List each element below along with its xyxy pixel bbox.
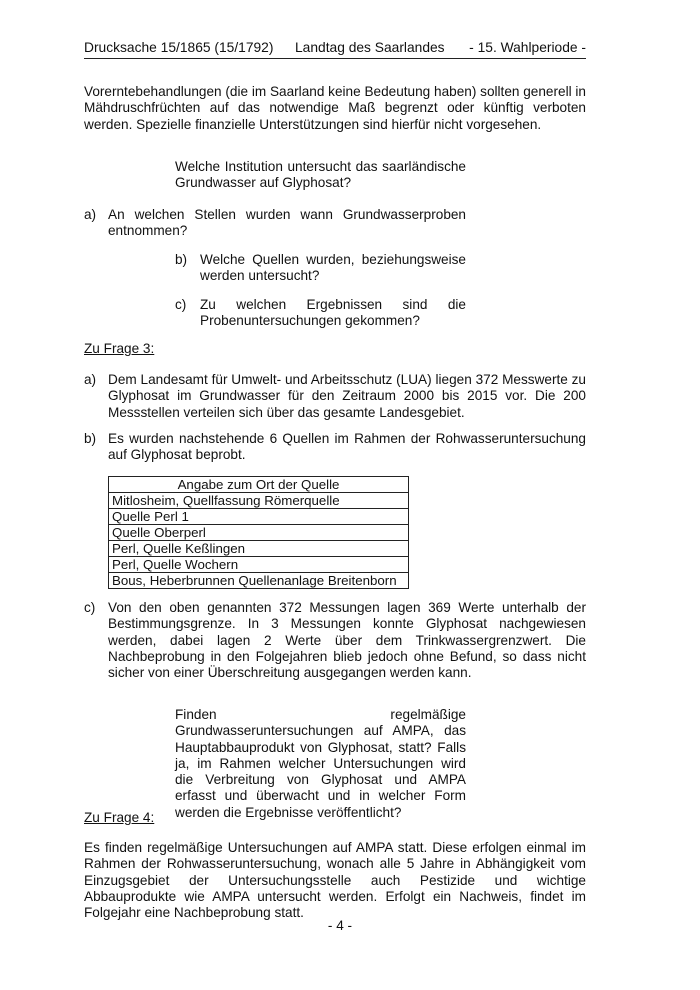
question3-b xyxy=(175,252,466,286)
table-row xyxy=(109,509,409,525)
question4-text: Finden regelmäßige Grundwasseruntersuchungen auf AMPA, das Hauptabbauprodukt von Glyphosat, statt? Falls ja, im Rahmen welcher Untersuchungen wird die Verbreitung von Glyphosat und AMPA erfasst und überwacht und in welcher Form werden die Ergebnisse veröffentlicht? xyxy=(175,707,466,820)
answer4-heading: Zu Frage 4: xyxy=(84,810,155,825)
question3-a xyxy=(84,207,466,241)
answer3-c-text: Von den oben genannten 372 Messungen lagen 369 Werte unterhalb der Bestimmungsgrenze. In 3 Messungen konnte Glyphosat nachgewiesen werden, dabei lagen 2 Werte über dem Trinkwassergrenzwert. Die Nachbeprobung in den Folgejahren blieb jedoch ohne Befund, so dass nicht sicher von einer Überschreitung ausgegangen werden kann. xyxy=(108,600,586,681)
answer3-c xyxy=(84,600,586,682)
table-cell: Quelle Oberperl xyxy=(109,525,409,541)
answer3-b-label: b) xyxy=(84,431,97,446)
answer3-c-label: c) xyxy=(84,600,96,615)
table-row xyxy=(109,493,409,509)
answer3-a-text: Dem Landesamt für Umwelt- und Arbeitsschutz (LUA) liegen 372 Messwerte zu Glyphosat im Grundwasser für den Zeitraum 2000 bis 2015 vor. Die 200 Messstellen verteilen sich über das gesamte Landesgebiet. xyxy=(108,372,586,420)
question3-b-label: b) xyxy=(175,252,188,267)
header-document-number: Drucksache 15/1865 (15/1792) xyxy=(84,40,274,55)
answer3-b xyxy=(84,431,586,465)
table-header-row xyxy=(109,477,409,493)
intro-paragraph: Vorerntebehandlungen (die im Saarland keine Bedeutung haben) sollten generell in Mähdruschfrüchten auf das notwendige Maß begrenzt oder künftig verboten werden. Spezielle finanzielle Unterstützungen sind hierfür nicht vorgesehen. xyxy=(84,84,586,132)
table-row xyxy=(109,573,409,589)
header-rule xyxy=(84,58,586,59)
question3-c-text: Zu welchen Ergebnissen sind die Probenuntersuchungen gekommen? xyxy=(200,297,466,329)
page-header xyxy=(84,40,586,58)
answer4-text: Es finden regelmäßige Untersuchungen auf AMPA statt. Diese erfolgen einmal im Rahmen der Rohwasseruntersuchung, wonach alle 5 Jahre in Abhängigkeit vom Einzugsgebiet der Untersuchungsstelle auch Pestizide und wichtige Abbauprodukte wie AMPA untersucht werden. Erfolgt ein Nachweis, findet im Folgejahr eine Nachbeprobung statt. xyxy=(84,840,586,921)
table-row xyxy=(109,525,409,541)
springs-table xyxy=(108,476,409,589)
question3-intro: Welche Institution untersucht das saarländische Grundwasser auf Glyphosat? xyxy=(175,159,466,191)
question3-a-label: a) xyxy=(84,207,97,222)
table-header-cell: Angabe zum Ort der Quelle xyxy=(109,477,409,493)
answer3-a xyxy=(84,372,586,422)
table-row xyxy=(109,557,409,573)
table-cell: Quelle Perl 1 xyxy=(109,509,409,525)
question3-c xyxy=(175,297,466,331)
answer3-b-text: Es wurden nachstehende 6 Quellen im Rahmen der Rohwasseruntersuchung auf Glyphosat beprobt. xyxy=(108,431,586,463)
question3-b-text: Welche Quellen wurden, beziehungsweise werden untersucht? xyxy=(200,252,466,284)
table-cell: Perl, Quelle Keßlingen xyxy=(109,541,409,557)
page-number: - 4 - xyxy=(327,918,353,933)
header-parliament: Landtag des Saarlandes xyxy=(295,40,445,55)
question3-a-text: An welchen Stellen wurden wann Grundwasserproben entnommen? xyxy=(108,207,466,239)
table-row xyxy=(109,541,409,557)
table-cell: Perl, Quelle Wochern xyxy=(109,557,409,573)
answer3-a-label: a) xyxy=(84,372,97,387)
table-cell: Mitlosheim, Quellfassung Römerquelle xyxy=(109,493,409,509)
table-cell: Bous, Heberbrunnen Quellenanlage Breitenborn xyxy=(109,573,409,589)
header-legislative-period: - 15. Wahlperiode - xyxy=(469,40,586,55)
answer3-heading: Zu Frage 3: xyxy=(84,341,155,356)
question3-c-label: c) xyxy=(175,297,187,312)
